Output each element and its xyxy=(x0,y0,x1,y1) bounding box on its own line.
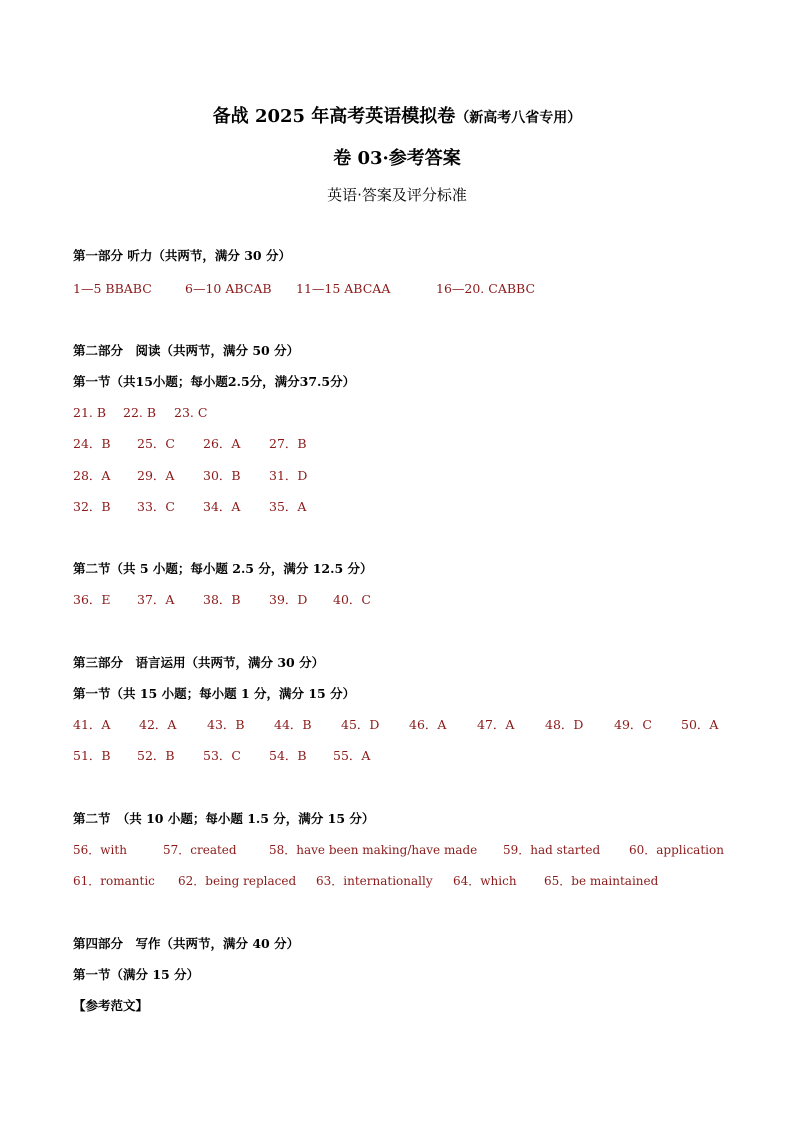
answer-item: 60．application xyxy=(629,843,724,857)
answer-item: 44．B xyxy=(274,717,312,732)
part3-heading: 第三部分 语言运用（共两节，满分 30 分） xyxy=(73,655,325,670)
part3-section2-heading: 第二节 （共 10 小题；每小题 1.5 分，满分 15 分） xyxy=(73,811,375,826)
answer-item: 23. C xyxy=(174,405,208,420)
title-sub: （新高考八省专用） xyxy=(455,110,582,126)
sample-essay-label: 【参考范文】 xyxy=(73,998,149,1013)
answer-item: 36．E xyxy=(73,592,111,607)
answer-row xyxy=(73,435,733,453)
document-subtitle: 卷 03·参考答案 xyxy=(333,148,461,169)
answer-row xyxy=(73,404,733,422)
answer-item: 50．A xyxy=(681,717,719,732)
answer-item: 38．B xyxy=(203,592,241,607)
answer-item: 39．D xyxy=(269,592,308,607)
answer-item: 24．B xyxy=(73,436,111,451)
answer-item: 25．C xyxy=(137,436,175,451)
answer-item: 64．which xyxy=(453,874,517,888)
answer-item: 63．internationally xyxy=(316,874,433,888)
answer-group: 16—20. CABBC xyxy=(436,281,536,296)
answer-item: 40．C xyxy=(333,592,371,607)
answer-row xyxy=(73,872,733,890)
answer-item: 55．A xyxy=(333,748,371,763)
answer-row xyxy=(73,467,733,485)
answer-item: 21. B xyxy=(73,405,107,420)
answer-item: 54．B xyxy=(269,748,307,763)
answer-item: 31．D xyxy=(269,468,308,483)
answer-item: 49．C xyxy=(614,717,652,732)
answer-item: 43．B xyxy=(207,717,245,732)
answer-row xyxy=(73,747,733,765)
answer-item: 28．A xyxy=(73,468,111,483)
answer-item: 46．A xyxy=(409,717,447,732)
answer-item: 30．B xyxy=(203,468,241,483)
answer-row xyxy=(73,716,733,734)
part3-section1-heading: 第一节（共 15 小题；每小题 1 分，满分 15 分） xyxy=(73,686,356,701)
part4-heading: 第四部分 写作（共两节，满分 40 分） xyxy=(73,936,300,951)
answer-row xyxy=(73,498,733,516)
answer-item: 48．D xyxy=(545,717,584,732)
answer-item: 56．with xyxy=(73,843,127,857)
answer-item: 47．A xyxy=(477,717,515,732)
answer-item: 41．A xyxy=(73,717,111,732)
answer-item: 27．B xyxy=(269,436,307,451)
answer-group: 6—10 ABCAB xyxy=(185,281,272,296)
answer-item: 45．D xyxy=(341,717,380,732)
answer-item: 35．A xyxy=(269,499,307,514)
answer-item: 33．C xyxy=(137,499,175,514)
answer-item: 32．B xyxy=(73,499,111,514)
answer-group: 1—5 BBABC xyxy=(73,281,152,296)
answer-item: 22. B xyxy=(123,405,157,420)
answer-item: 34．A xyxy=(203,499,241,514)
answer-item: 65．be maintained xyxy=(544,874,659,888)
answer-item: 61．romantic xyxy=(73,874,155,888)
answer-item: 37．A xyxy=(137,592,175,607)
part4-section1-heading: 第一节（满分 15 分） xyxy=(73,967,200,982)
answer-item: 57．created xyxy=(163,843,237,857)
answer-item: 53．C xyxy=(203,748,241,763)
answer-item: 26．A xyxy=(203,436,241,451)
answer-item: 42．A xyxy=(139,717,177,732)
document-title xyxy=(0,104,794,131)
answer-row xyxy=(73,841,733,859)
part1-answers xyxy=(73,280,733,298)
part1-heading: 第一部分 听力（共两节，满分 30 分） xyxy=(73,248,291,263)
answer-row xyxy=(73,591,733,609)
answer-item: 58．have been making/have made xyxy=(269,843,478,857)
answer-item: 52．B xyxy=(137,748,175,763)
title-main: 备战 2025 年高考英语模拟卷 xyxy=(212,106,456,127)
part2-section1-heading: 第一节（共15小题；每小题2.5分，满分37.5分） xyxy=(73,374,356,389)
answer-key-caption: 英语·答案及评分标准 xyxy=(327,186,467,204)
answer-group: 11—15 ABCAA xyxy=(296,281,391,296)
part2-heading: 第二部分 阅读（共两节，满分 50 分） xyxy=(73,343,300,358)
part2-section2-heading: 第二节（共 5 小题；每小题 2.5 分，满分 12.5 分） xyxy=(73,561,373,576)
answer-item: 29．A xyxy=(137,468,175,483)
answer-item: 51．B xyxy=(73,748,111,763)
answer-item: 59．had started xyxy=(503,843,601,857)
answer-item: 62．being replaced xyxy=(178,874,297,888)
